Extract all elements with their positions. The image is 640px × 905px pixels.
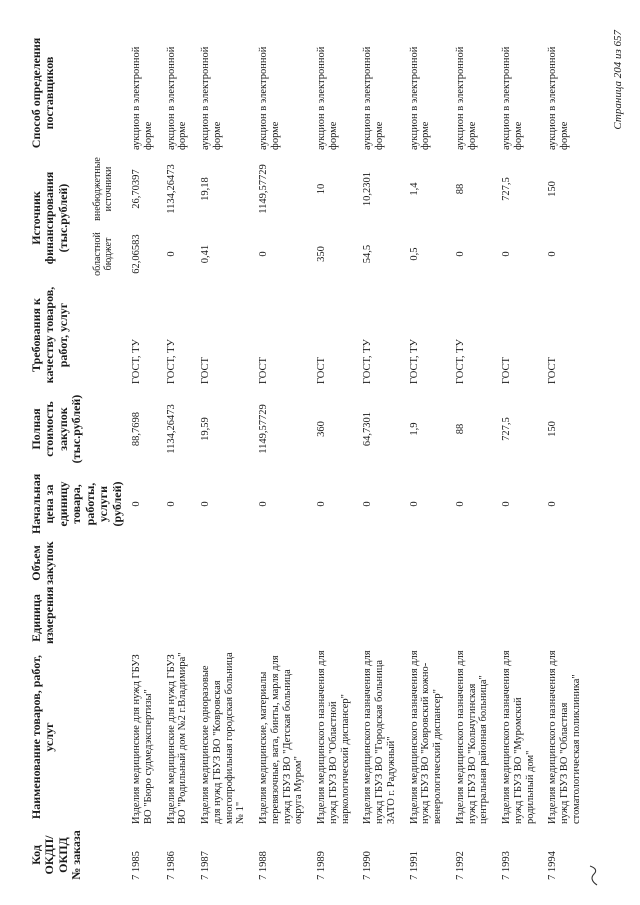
row-method: аукцион в электронной форме bbox=[454, 46, 478, 150]
row-unit bbox=[161, 589, 196, 647]
row-source-extra: 10,2301 bbox=[362, 171, 374, 207]
table-row bbox=[253, 33, 311, 883]
row-unit bbox=[195, 589, 253, 647]
row-volume bbox=[404, 537, 450, 589]
row-method: аукцион в электронной форме bbox=[547, 46, 571, 150]
row-source-regional: 0 bbox=[258, 251, 270, 257]
row-code: 7 1991 bbox=[408, 851, 420, 880]
row-source-extra: 26,70397 bbox=[131, 169, 143, 209]
row-code: 7 1987 bbox=[200, 851, 212, 880]
row-source-extra: 10 bbox=[316, 183, 328, 195]
row-method: аукцион в электронной форме bbox=[362, 46, 386, 150]
row-code: 7 1985 bbox=[131, 851, 143, 880]
table-row bbox=[357, 33, 403, 883]
row-total: 727,5 bbox=[501, 417, 513, 441]
row-method: аукцион в электронной форме bbox=[258, 46, 281, 150]
row-name: Изделия медицинские для нужд ГБУЗ ВО "Бюро судмедэкспертизы" bbox=[131, 654, 154, 824]
row-source-extra: 19,18 bbox=[200, 177, 212, 201]
row-price: 0 bbox=[165, 501, 177, 507]
row-unit bbox=[357, 589, 403, 647]
table-row bbox=[126, 33, 161, 883]
row-name: Изделия медицинского назначения для нужд ГБУЗ ВО "Областной наркологический диспансер" bbox=[316, 650, 351, 824]
row-source-extra: 1,4 bbox=[408, 182, 420, 196]
row-requirements: ГОСТ bbox=[547, 357, 559, 384]
row-price: 0 bbox=[454, 501, 466, 507]
row-total: 19,59 bbox=[200, 417, 212, 441]
row-requirements: ГОСТ bbox=[501, 357, 513, 384]
row-code: 7 1988 bbox=[258, 851, 270, 880]
row-unit bbox=[542, 589, 588, 647]
row-total: 150 bbox=[547, 421, 559, 437]
row-name: Изделия медицинского назначения для нужд ГБУЗ ВО "Кольчугинская центральная районная больница" bbox=[454, 650, 490, 824]
row-total: 1,9 bbox=[408, 422, 420, 436]
row-total: 1149,57729 bbox=[258, 404, 270, 454]
header-source: Источник финансирования (тыс.рублей) bbox=[29, 171, 70, 265]
row-requirements: ГОСТ, ТУ bbox=[454, 339, 466, 384]
row-source-extra: 1134,26473 bbox=[165, 164, 177, 214]
row-unit bbox=[496, 589, 542, 647]
header-name: Наименование товаров, работ, услуг bbox=[29, 654, 57, 820]
row-name: Изделия медицинского назначения для нужд ГБУЗ ВО "Городская больница ЗАТО г. Радужный" bbox=[362, 650, 397, 824]
header-unit: Единица измерения bbox=[29, 586, 57, 644]
row-source-regional: 0 bbox=[547, 251, 559, 257]
row-source-extra: 88 bbox=[454, 183, 466, 195]
row-volume bbox=[496, 537, 542, 589]
row-volume bbox=[450, 537, 496, 589]
table-row bbox=[404, 33, 450, 883]
row-volume bbox=[253, 537, 311, 589]
row-method: аукцион в электронной форме bbox=[408, 46, 432, 150]
row-source-extra: 727,5 bbox=[501, 177, 513, 201]
row-code: 7 1990 bbox=[362, 851, 374, 880]
row-requirements: ГОСТ bbox=[200, 357, 212, 384]
row-volume bbox=[311, 537, 357, 589]
row-total: 88 bbox=[454, 423, 466, 435]
row-price: 0 bbox=[131, 501, 143, 507]
row-source-regional: 0,41 bbox=[200, 244, 212, 264]
row-method: аукцион в электронной форме bbox=[200, 46, 223, 150]
row-price: 0 bbox=[258, 501, 270, 507]
row-name: Изделия медицинские для нужд ГБУЗ ВО "Родильный дом №2 г.Владимира" bbox=[165, 652, 189, 824]
header-code: Код ОКДП/ ОКПД № заказа bbox=[29, 830, 84, 880]
row-requirements: ГОСТ, ТУ bbox=[408, 339, 420, 384]
row-total: 360 bbox=[316, 421, 328, 437]
row-volume bbox=[542, 537, 588, 589]
row-source-regional: 350 bbox=[316, 246, 328, 262]
table-row bbox=[496, 33, 542, 883]
row-price: 0 bbox=[200, 501, 212, 507]
row-source-extra: 150 bbox=[547, 181, 559, 197]
row-source-regional: 0 bbox=[165, 251, 177, 257]
header-source-regional: областной бюджет bbox=[91, 232, 114, 276]
row-code: 7 1993 bbox=[501, 851, 513, 880]
row-name: Изделия медицинские одноразовые для нужд ГБУЗ ВО "Ковровская многопрофильная городская больница № 1" bbox=[200, 652, 247, 824]
row-volume bbox=[195, 537, 253, 589]
row-code: 7 1989 bbox=[316, 851, 328, 880]
row-source-regional: 0 bbox=[454, 251, 466, 257]
row-requirements: ГОСТ, ТУ bbox=[362, 339, 374, 384]
header-total: Полная стоимость закупок (тыс.рублей) bbox=[29, 394, 84, 464]
row-source-regional: 0,5 bbox=[408, 247, 420, 261]
row-unit bbox=[126, 589, 161, 647]
row-name: Изделия медицинские, материалы перевязочные, вата, бинты, марля для нужд ГБУЗ ВО "Детская больница округа Муром" bbox=[258, 655, 305, 824]
row-method: аукцион в электронной форме bbox=[165, 46, 189, 150]
row-name: Изделия медицинского назначения для нужд ГБУЗ ВО "Областная стоматологическая поликлиника" bbox=[547, 650, 582, 824]
row-code: 7 1994 bbox=[547, 851, 559, 880]
row-volume bbox=[126, 537, 161, 589]
page-number: Страница 204 из 657 bbox=[612, 30, 624, 130]
row-volume bbox=[357, 537, 403, 589]
row-source-regional: 54,5 bbox=[362, 244, 374, 264]
row-volume bbox=[161, 537, 196, 589]
header-method: Способ определения поставщиков bbox=[29, 37, 57, 149]
table-row bbox=[161, 33, 196, 883]
header-requirements: Требования к качеству товаров, работ, услуг bbox=[29, 286, 70, 384]
table-row bbox=[542, 33, 588, 883]
row-unit bbox=[404, 589, 450, 647]
row-price: 0 bbox=[501, 501, 513, 507]
row-price: 0 bbox=[362, 501, 374, 507]
row-source-regional: 0 bbox=[501, 251, 513, 257]
row-total: 88,7698 bbox=[131, 411, 143, 447]
row-unit bbox=[311, 589, 357, 647]
row-requirements: ГОСТ bbox=[316, 357, 328, 384]
row-requirements: ГОСТ bbox=[258, 357, 270, 384]
row-method: аукцион в электронной форме bbox=[131, 46, 154, 150]
procurement-table bbox=[28, 33, 589, 883]
header-price: Начальная цена за единицу товара, работы, услуги (рублей) bbox=[29, 473, 124, 534]
handwritten-pen-mark bbox=[588, 865, 600, 887]
row-unit bbox=[253, 589, 311, 647]
row-price: 0 bbox=[408, 501, 420, 507]
row-price: 0 bbox=[547, 501, 559, 507]
row-code: 7 1992 bbox=[454, 851, 466, 880]
row-price: 0 bbox=[316, 501, 328, 507]
table-body bbox=[126, 33, 589, 883]
row-method: аукцион в электронной форме bbox=[501, 46, 524, 150]
row-total: 64,7301 bbox=[362, 411, 374, 447]
header-row bbox=[28, 33, 88, 883]
table-row bbox=[311, 33, 357, 883]
row-source-extra: 1149,57729 bbox=[258, 164, 270, 214]
row-code: 7 1986 bbox=[165, 851, 177, 880]
row-requirements: ГОСТ, ТУ bbox=[165, 339, 177, 384]
row-source-regional: 62,06583 bbox=[131, 234, 143, 274]
row-total: 1134,26473 bbox=[165, 404, 177, 454]
table-row bbox=[450, 33, 496, 883]
row-name: Изделия медицинского назначения для нужд ГБУЗ ВО "Муромский родильный дом" bbox=[501, 650, 536, 824]
row-method: аукцион в электронной форме bbox=[316, 46, 339, 150]
row-unit bbox=[450, 589, 496, 647]
table-row bbox=[195, 33, 253, 883]
row-requirements: ГОСТ, ТУ bbox=[131, 339, 143, 384]
row-name: Изделия медицинского назначения для нужд ГБУЗ ВО "Ковровский кожно-венерологический диспансер" bbox=[408, 650, 444, 824]
header-source-extra: внебюджетные источники bbox=[91, 157, 114, 221]
header-volume: Объем закупок bbox=[29, 541, 57, 585]
